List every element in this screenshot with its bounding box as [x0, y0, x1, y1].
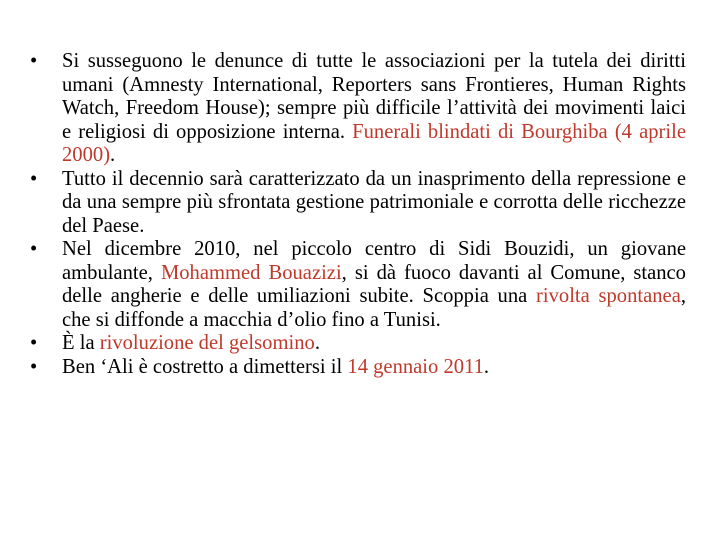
bullet-item — [30, 168, 686, 239]
bullet-text: . — [314, 332, 320, 354]
bullet-item — [30, 50, 686, 168]
bullet-icon: • — [30, 167, 38, 190]
bullet-icon: • — [30, 50, 38, 72]
bullet-icon: • — [30, 238, 38, 260]
bullet-icon: • — [30, 332, 38, 354]
bullet-text: Tutto il decennio sarà caratterizzato da un inasprimento della repressione e da una sempre più sfrontata gestione patrimoniale e corrotta delle ricchezze del Paese. — [62, 167, 686, 237]
bullet-item — [30, 332, 686, 356]
bullet-text: . — [110, 144, 116, 166]
bullet-item — [30, 356, 686, 380]
highlighted-text: Funerali blindati di Bourghiba (4 aprile 2000) — [62, 120, 686, 166]
highlighted-text: 14 gennaio 2011 — [347, 355, 484, 378]
bullet-text: Ben ‘Ali è costretto a dimettersi il — [62, 355, 348, 378]
bullet-text: Si susseguono le denunce di tutte le associazioni per la tutela dei diritti umani (Amnesty International, Reporters sans Frontieres, Human Rights Watch, Freedom House); sempre più difficile l’attività dei movimenti laici e religiosi di opposizione interna. — [62, 50, 686, 143]
bullet-text: Nel dicembre 2010, nel piccolo centro di Sidi Bouzidi, un giovane ambulante, — [62, 238, 686, 284]
bullet-text: , che si diffonde a macchia d’olio fino a Tunisi. — [62, 285, 686, 331]
bullet-icon: • — [30, 355, 38, 378]
highlighted-text: rivolta spontanea — [536, 285, 681, 307]
bullet-list — [30, 50, 686, 379]
bullet-text: , si dà fuoco davanti al Comune, stanco delle angherie e delle umiliazioni subite. Scoppia una — [62, 261, 686, 307]
highlighted-text: Mohammed Bouazizi — [160, 261, 342, 284]
bullet-item — [30, 238, 686, 332]
bullet-text: . — [483, 355, 490, 378]
highlighted-text: rivoluzione del gelsomino — [99, 332, 315, 354]
bullet-text: È la — [62, 332, 100, 354]
